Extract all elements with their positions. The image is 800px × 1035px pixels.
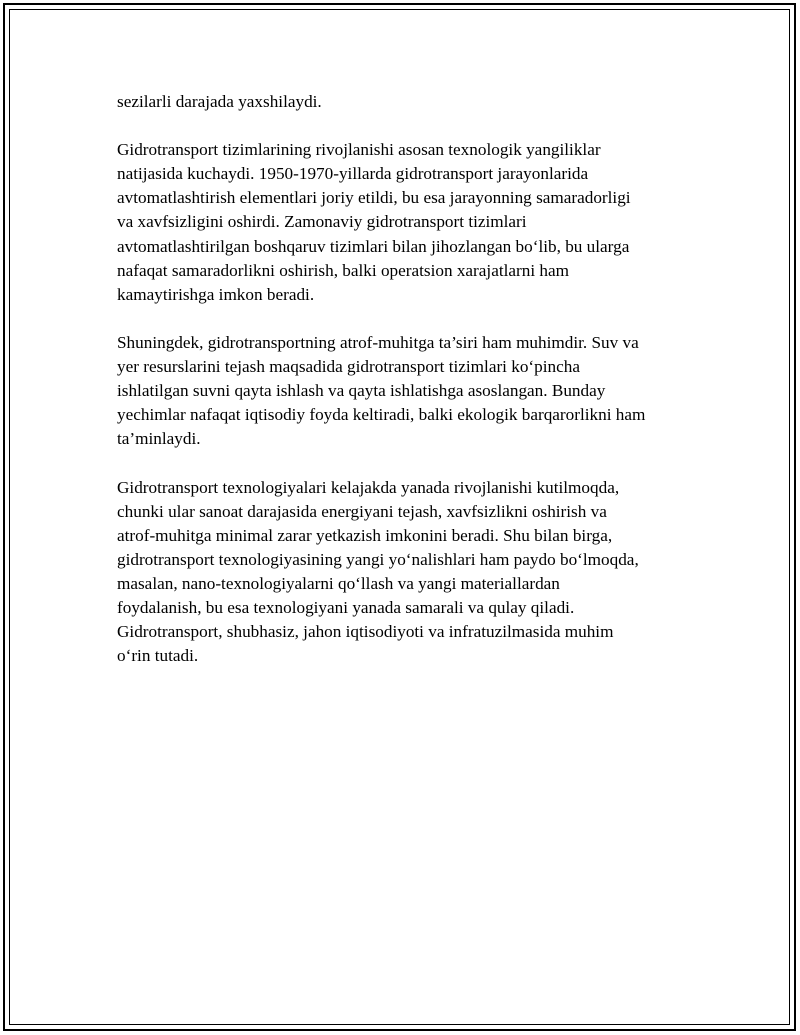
- paragraph-environmental-impact: Shuningdek, gidrotransportning atrof-muhitga ta’siri ham muhimdir. Suv va yer resurslarini tejash maqsadida gidrotransport tizimlari ko‘pincha ishlatilgan suvni qayta ishlash va qayta ishlatishga asoslangan. Bunday yechimlar nafaqat iqtisodiy foyda keltiradi, balki ekologik barqarorlikni ham ta’minlaydi.: [117, 332, 646, 449]
- document-body: [117, 90, 697, 692]
- paragraph-future-outlook: Gidrotransport texnologiyalari kelajakda yanada rivojlanishi kutilmoqda, chunki ular sanoat darajasida energiyani tejash, xavfsizlikni oshirish va atrof-muhitga minimal zarar yetkazish imkonini beradi. Shu bilan birga, gidrotransport texnologiyasining yangi yo‘nalishlari ham paydo bo‘lmoqda, masalan, nano-texnologiyalarni qo‘llash va yangi materiallardan foydalanish, bu esa texnologiyani yanada samarali va qulay qiladi. Gidrotransport, shubhasiz, jahon iqtisodiyoti va infratuzilmasida muhim o‘rin tutadi.: [117, 477, 639, 666]
- paragraph-technology-development: Gidrotransport tizimlarining rivojlanishi asosan texnologik yangiliklar natijasida kuchaydi. 1950-1970-yillarda gidrotransport jarayonlarida avtomatlashtirish elementlari joriy etildi, bu esa jarayonning samaradorligi va xavfsizligini oshirdi. Zamonaviy gidrotransport tizimlari avtomatlashtirilgan boshqaruv tizimlari bilan jihozlangan bo‘lib, bu ularga nafaqat samaradorlikni oshirish, balki operatsion xarajatlarni ham kamaytirishga imkon beradi.: [117, 140, 631, 304]
- paragraph-continuation: sezilarli darajada yaxshilaydi.: [117, 92, 322, 111]
